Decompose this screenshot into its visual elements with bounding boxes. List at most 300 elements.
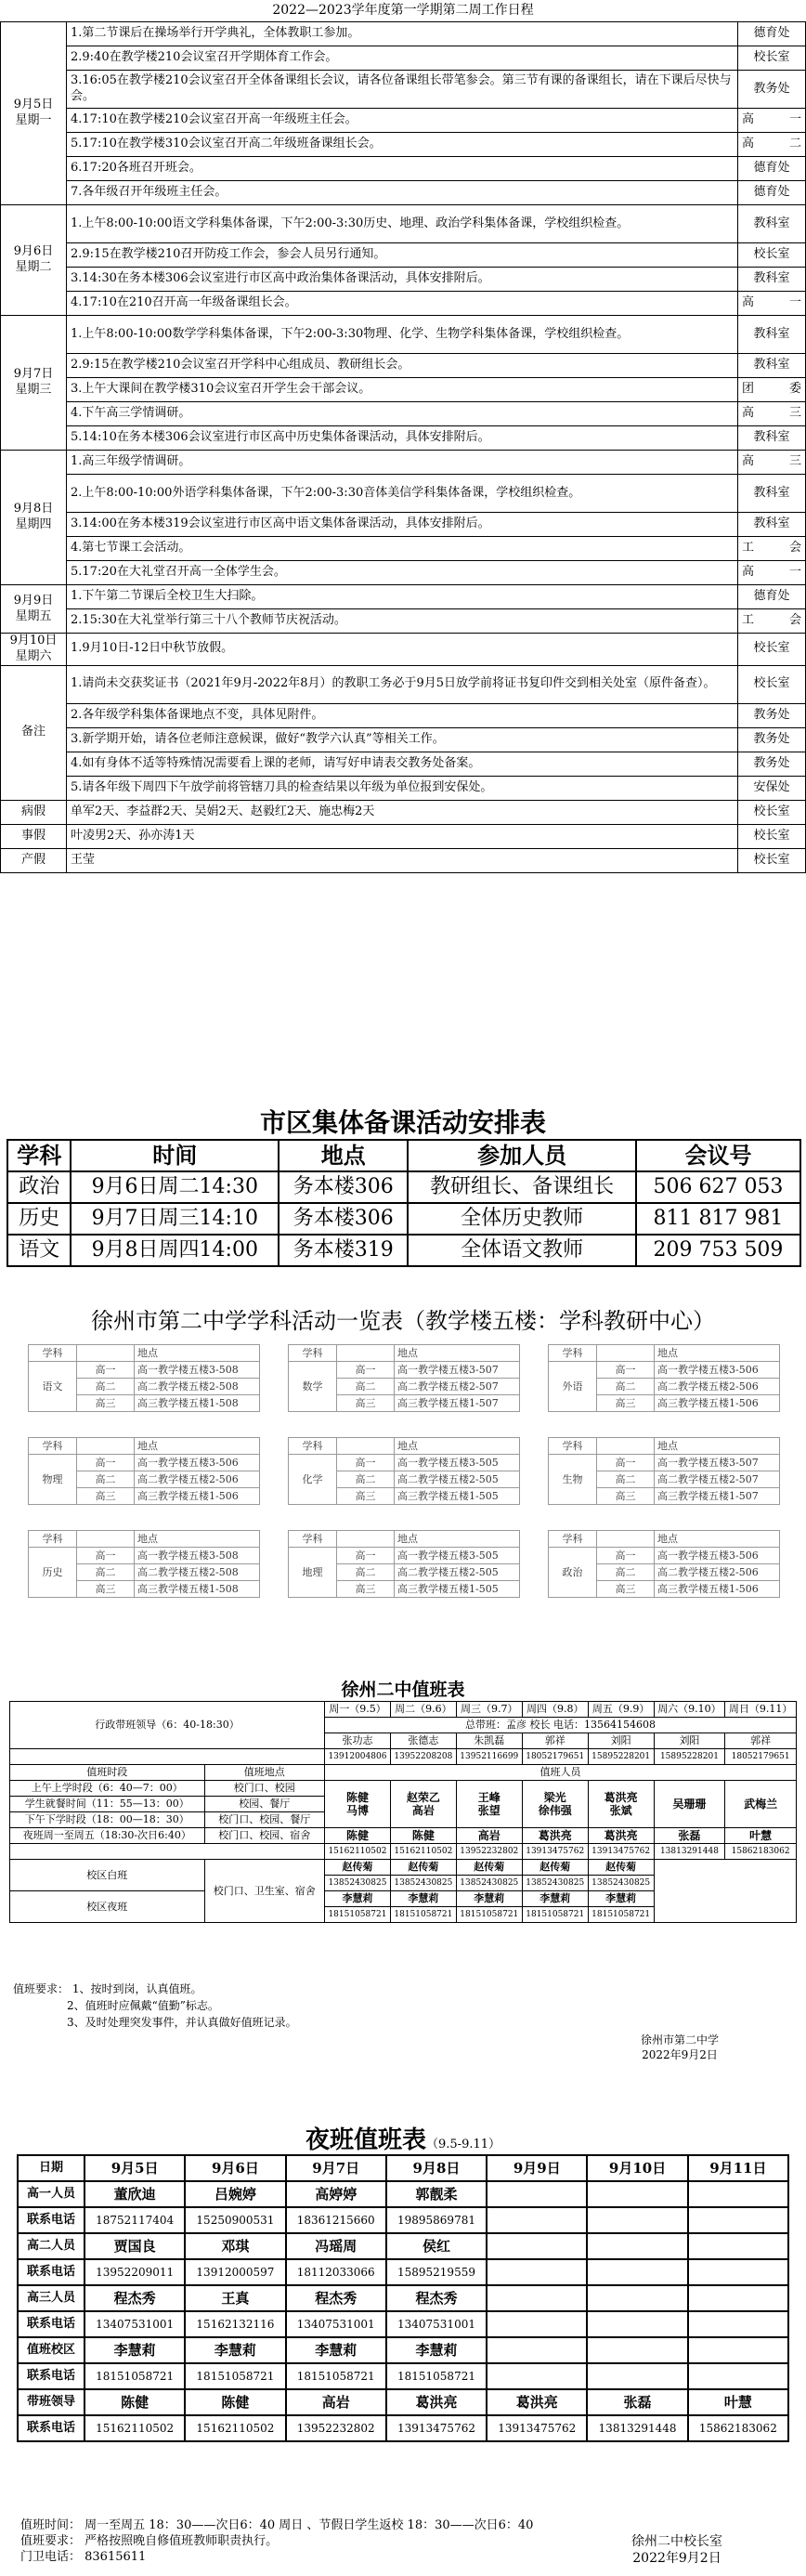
night-title [0,2121,806,2155]
night-row-label: 高三人员 [18,2285,84,2311]
night-name [587,2233,687,2259]
schedule-row [1,848,806,872]
prep-header: 会议号 [636,1140,800,1171]
duty-day: 周六（9.10） [654,1702,725,1718]
activity-table [548,1344,780,1412]
night-name: 李慧莉 [84,2337,185,2363]
duty-night-name: 陈健 [325,1828,391,1844]
schedule-item: 6.17:20各班召开班会。 [67,157,738,181]
activity-grade: 高一 [337,1362,395,1379]
activity-grade: 高三 [337,1395,395,1412]
schedule-dept: 工会 [738,609,806,634]
prep-cell: 209 753 509 [636,1235,800,1266]
schedule-dept: 教务处 [738,752,806,776]
schedule-day: 9月9日 星期五 [1,585,67,634]
duty-sign-date: 2022年9月2日 [642,2048,718,2061]
duty-night-name: 张磊 [654,1828,725,1844]
schedule-row [1,513,806,537]
prep-cell: 811 817 981 [636,1203,800,1235]
night-name: 冯瑶周 [286,2233,386,2259]
activity-grade: 高一 [597,1362,655,1379]
schedule-dept: 团委 [738,378,806,402]
schedule-item: 1.下午第二节课后全校卫生大扫除。 [67,585,738,609]
duty-day: 周五（9.9） [588,1702,654,1718]
night-row [18,2259,788,2285]
activity-grade: 高二 [337,1379,395,1395]
night-phone [688,2259,788,2285]
activity-col-grade [337,1531,395,1548]
duty-sign-school: 徐州市第二中学 [641,2033,720,2046]
schedule-dept: 高二 [738,133,806,157]
duty-staff: 葛洪亮 张斌 [588,1781,654,1828]
prep-cell: 全体语文教师 [408,1235,636,1266]
night-row-label: 联系电话 [18,2363,84,2389]
schedule-dept: 教科室 [738,354,806,378]
schedule-dept: 校长室 [738,665,806,703]
activity-row [289,1548,520,1564]
duty-section [0,1663,806,2109]
duty-table [9,1701,797,1923]
night-name: 李慧莉 [185,2337,285,2363]
activity-grade: 高二 [597,1379,655,1395]
duty-phone: 13952232802 [456,1844,522,1860]
duty-slot-time: 夜班周一至周五（18:30-次日6:40） [10,1828,205,1844]
duty-note: 2、值班时应佩戴“值勤”标志。 [67,1999,219,2012]
night-name: 葛洪亮 [487,2389,587,2415]
night-phone: 15250900531 [185,2207,285,2233]
activity-place: 高二教学楼五楼2-508 [135,1379,260,1395]
schedule-dept: 教务处 [738,703,806,727]
activity-place: 高二教学楼五楼2-507 [655,1471,780,1488]
activity-subject: 历史 [29,1548,77,1598]
schedule-day: 9月5日 星期一 [1,22,67,205]
activity-grade: 高二 [77,1379,135,1395]
schedule-row [1,378,806,402]
activity-col-place: 地点 [135,1438,260,1455]
schedule-item: 3.16:05在教学楼210会议室召开全体备课组长会议，请各位备课组长带笔参会。第三节有课的备课组长，请在下课后尽快与会。 [67,71,738,109]
prep-header: 学科 [7,1140,71,1171]
activity-col-grade [77,1438,135,1455]
duty-leader: 张德志 [390,1733,456,1749]
activity-grade: 高二 [597,1471,655,1488]
activity-place: 高三教学楼五楼1-506 [655,1395,780,1412]
activity-col-place: 地点 [395,1438,520,1455]
schedule-row [1,243,806,268]
night-name: 陈健 [185,2389,285,2415]
duty-phone: 18151058721 [390,1907,456,1923]
schedule-dept: 校长室 [738,634,806,666]
night-row [18,2337,788,2363]
activity-col-subject: 学科 [549,1531,597,1548]
activity-col-subject: 学科 [289,1531,337,1548]
duty-slot-time: 下午下学时段（18：00—18：30） [10,1812,205,1828]
schedule-item: 3.新学期开始，请各位老师注意候课，做好“教学六认真”等相关工作。 [67,727,738,752]
duty-leader: 刘阳 [588,1733,654,1749]
activity-grade: 高二 [77,1471,135,1488]
night-name [487,2337,587,2363]
schedule-dept: 教科室 [738,205,806,243]
schedule-item: 3.14:30在务本楼306会议室进行市区高中政治集体备课活动，具体安排附后。 [67,268,738,292]
night-row [18,2207,788,2233]
night-date: 9月10日 [587,2155,687,2181]
night-phone [587,2311,687,2337]
schedule-dept: 德育处 [738,585,806,609]
schedule-day: 事假 [1,824,67,848]
duty-notes [13,1981,297,2031]
activity-col-grade [337,1345,395,1362]
night-name: 李慧莉 [286,2337,386,2363]
night-phone [587,2259,687,2285]
duty-blank [10,1844,325,1860]
schedule-item: 1.高三年级学情调研。 [67,451,738,475]
schedule-row [1,585,806,609]
schedule-day: 9月8日 星期四 [1,451,67,585]
activity-place: 高三教学楼五楼1-505 [395,1488,520,1505]
schedule-row [1,133,806,157]
activity-row [29,1455,260,1471]
schedule-row [1,71,806,109]
activity-header-row [549,1531,780,1548]
duty-slot-row [10,1828,797,1844]
activity-subject: 化学 [289,1455,337,1505]
activity-col-place: 地点 [395,1531,520,1548]
schedule-item: 5.请各年级下周四下午放学前将管辖刀具的检查结果以年级为单位报到安保处。 [67,776,738,800]
schedule-day: 9月10日 星期六 [1,634,67,666]
night-row [18,2233,788,2259]
duty-phone: 13852430825 [588,1876,654,1891]
prep-row [7,1203,800,1235]
night-row [18,2363,788,2389]
duty-phone: 18151058721 [325,1907,391,1923]
duty-white-name: 赵传菊 [456,1860,522,1876]
schedule-row [1,752,806,776]
activity-header-row [29,1345,260,1362]
activity-row [549,1362,780,1379]
duty-leader: 刘阳 [654,1733,725,1749]
duty-staff: 陈健 马博 [325,1781,391,1828]
duty-white-name: 赵传菊 [390,1860,456,1876]
duty-phone: 13852430825 [325,1876,391,1891]
schedule-dept: 校长室 [738,848,806,872]
activity-row [549,1455,780,1471]
night-phone: 15162110502 [84,2415,185,2441]
activity-col-subject: 学科 [29,1531,77,1548]
night-name [587,2285,687,2311]
activity-place: 高三教学楼五楼1-506 [655,1581,780,1598]
schedule-dept: 高三 [738,451,806,475]
night-name: 贾国良 [84,2233,185,2259]
activity-table [28,1437,260,1505]
duty-leader: 张功志 [325,1733,391,1749]
night-row-label: 高二人员 [18,2233,84,2259]
night-name: 程杰秀 [84,2285,185,2311]
schedule-table [0,21,806,873]
night-name [587,2181,687,2207]
duty-phone: 13952116699 [456,1749,522,1765]
prep-header: 参加人员 [408,1140,636,1171]
night-name [688,2233,788,2259]
activity-col-place: 地点 [135,1531,260,1548]
activity-row [289,1362,520,1379]
night-name [587,2337,687,2363]
schedule-row [1,561,806,585]
prep-cell: 9月8日周四14:00 [71,1235,279,1266]
duty-white-name: 赵传菊 [588,1860,654,1876]
duty-phone: 13852430825 [456,1876,522,1891]
night-name: 张磊 [587,2389,687,2415]
night-phone: 18151058721 [84,2363,185,2389]
activity-grade: 高二 [597,1564,655,1581]
schedule-title: 2022—2023学年度第一学期第二周工作日程 [272,3,534,18]
schedule-row [1,634,806,666]
night-phone: 18151058721 [185,2363,285,2389]
activity-table [548,1437,780,1505]
activity-header-row [289,1531,520,1548]
activity-table [548,1530,780,1598]
activity-place: 高一教学楼五楼3-506 [655,1548,780,1564]
night-row-label: 联系电话 [18,2311,84,2337]
night-phone: 13952209011 [84,2259,185,2285]
prep-cell: 政治 [7,1171,71,1203]
activity-grade: 高一 [77,1548,135,1564]
duty-phone: 13913475762 [588,1844,654,1860]
night-foot-line: 值班要求： 严格按照晚自修值班教师职责执行。 [20,2534,279,2548]
night-title-sub: （9.5-9.11） [426,2138,501,2151]
night-date: 9月5日 [84,2155,185,2181]
schedule-row [1,776,806,800]
duty-note: 值班要求： 1、按时到岗，认真值班。 [13,1982,202,1995]
schedule-dept: 教务处 [738,727,806,752]
schedule-item: 2.9:15在教学楼210会议室召开学科中心组成员、教研组长会。 [67,354,738,378]
duty-phone: 18151058721 [588,1907,654,1923]
night-row-label: 联系电话 [18,2207,84,2233]
schedule-item: 1.第二节课后在操场举行开学典礼，全体教职工参加。 [67,22,738,46]
activity-subject: 语文 [29,1362,77,1412]
schedule-item: 2.9:40在教学楼210会议室召开学期体育工作会。 [67,46,738,71]
duty-night2-name: 李慧莉 [390,1891,456,1907]
night-phone: 13912000597 [185,2259,285,2285]
schedule-day: 9月7日 星期三 [1,316,67,451]
schedule-dept: 德育处 [738,157,806,181]
duty-slot-time: 上午上学时段（6：40—7：00） [10,1781,205,1797]
activity-col-subject: 学科 [549,1438,597,1455]
activity-col-place: 地点 [655,1531,780,1548]
activity-place: 高一教学楼五楼3-508 [135,1548,260,1564]
activity-header-row [29,1438,260,1455]
activity-grade: 高三 [597,1488,655,1505]
schedule-dept: 工会 [738,537,806,561]
prep-cell: 9月7日周三14:10 [71,1203,279,1235]
activity-row [549,1548,780,1564]
activity-col-grade [337,1438,395,1455]
duty-night-name: 叶慧 [725,1828,797,1844]
schedule-row [1,537,806,561]
schedule-item: 1.请尚未交获奖证书（2021年9月-2022年8月）的教职工务必于9月5日放学前将证书复印件交到相关处室（原件备查）。 [67,665,738,703]
duty-signature [641,2033,719,2062]
prep-cell: 全体历史教师 [408,1203,636,1235]
activity-subject: 生物 [549,1455,597,1505]
night-row [18,2389,788,2415]
night-phone: 18151058721 [386,2363,487,2389]
activity-col-grade [597,1345,655,1362]
prep-title: 市区集体备课活动安排表 [259,1107,546,1138]
prep-cell: 务本楼306 [279,1171,408,1203]
schedule-row [1,157,806,181]
duty-leader: 郭祥 [725,1733,797,1749]
night-name: 叶慧 [688,2389,788,2415]
night-phone [688,2207,788,2233]
activity-place: 高二教学楼五楼2-505 [395,1564,520,1581]
activity-col-grade [597,1438,655,1455]
night-name: 程杰秀 [286,2285,386,2311]
duty-staff: 武梅兰 [725,1781,797,1828]
schedule-item: 单军2天、李益群2天、吴娟2天、赵毅红2天、施忠梅2天 [67,800,738,824]
schedule-row [1,292,806,316]
prep-cell: 9月6日周二14:30 [71,1171,279,1203]
schedule-item: 1.上午8:00-10:00数学学科集体备课，下午2:00-3:30物理、化学、生物学科集体备课，学校组织检查。 [67,316,738,354]
night-phone: 13407531001 [386,2311,487,2337]
duty-white-name: 赵传菊 [325,1860,391,1876]
duty-phone: 13952208208 [390,1749,456,1765]
night-row-label: 高一人员 [18,2181,84,2207]
activity-place: 高二教学楼五楼2-508 [135,1564,260,1581]
night-name [688,2337,788,2363]
duty-white-label: 校区白班 [10,1860,205,1891]
activity-table [288,1344,520,1412]
duty-blank [654,1860,796,1923]
duty-leader: 朱凯磊 [456,1733,522,1749]
activity-grade: 高二 [337,1471,395,1488]
night-table [17,2154,789,2442]
night-sign-date: 2022年9月2日 [632,2551,722,2566]
activity-grade: 高三 [597,1395,655,1412]
duty-phone: 18052179651 [725,1749,797,1765]
duty-day: 周四（9.8） [522,1702,588,1718]
night-foot-line: 门卫电话： 83615611 [20,2550,147,2564]
night-row-label: 值班校区 [18,2337,84,2363]
schedule-dept: 教务处 [738,71,806,109]
night-phone [487,2311,587,2337]
night-phone: 15162132116 [185,2311,285,2337]
schedule-row [1,475,806,513]
duty-phone: 13913475762 [522,1844,588,1860]
duty-phone: 15895228201 [654,1749,725,1765]
activity-subject: 政治 [549,1548,597,1598]
duty-phone: 13852430825 [522,1876,588,1891]
schedule-item: 4.第七节课工会活动。 [67,537,738,561]
duty-night-phone-row [10,1844,797,1860]
activity-grade: 高二 [77,1564,135,1581]
activity-grade: 高三 [337,1581,395,1598]
activity-col-grade [77,1531,135,1548]
night-name [688,2285,788,2311]
prep-header: 时间 [71,1140,279,1171]
night-phone: 15895219559 [386,2259,487,2285]
schedule-item: 2.各年级学科集体备课地点不变，具体见附件。 [67,703,738,727]
prep-row [7,1171,800,1203]
duty-phone: 13912004806 [325,1749,391,1765]
activity-grade: 高三 [77,1488,135,1505]
schedule-dept: 教科室 [738,316,806,354]
duty-staff: 梁光 徐伟强 [522,1781,588,1828]
duty-night-name: 高岩 [456,1828,522,1844]
activity-place: 高二教学楼五楼2-505 [395,1471,520,1488]
activity-grade: 高三 [597,1581,655,1598]
activity-place: 高一教学楼五楼3-505 [395,1548,520,1564]
duty-slot-place: 校门口、校园、宿舍 [204,1828,324,1844]
activity-place: 高一教学楼五楼3-508 [135,1362,260,1379]
activity-header-row [29,1531,260,1548]
schedule-dept: 高三 [738,402,806,426]
duty-night-label: 校区夜班 [10,1891,205,1923]
duty-day: 周日（9.11） [725,1702,797,1718]
duty-day: 周一（9.5） [325,1702,391,1718]
night-phone [487,2207,587,2233]
activity-header-row [289,1345,520,1362]
schedule-item: 4.如有身体不适等特殊情况需要看上课的老师，请写好申请表交教务处备案。 [67,752,738,776]
schedule-row [1,703,806,727]
activity-col-subject: 学科 [29,1438,77,1455]
night-row-label: 联系电话 [18,2415,84,2441]
activity-col-subject: 学科 [289,1345,337,1362]
schedule-dept: 教科室 [738,268,806,292]
night-signature [631,2533,722,2567]
night-phone: 13913475762 [487,2415,587,2441]
prep-cell: 历史 [7,1203,71,1235]
prep-cell: 教研组长、备课组长 [408,1171,636,1203]
night-row [18,2285,788,2311]
schedule-item: 2.9:15在教学楼210召开防疫工作会，参会人员另行通知。 [67,243,738,268]
activity-place: 高二教学楼五楼2-506 [655,1564,780,1581]
night-name [688,2181,788,2207]
activity-col-place: 地点 [395,1345,520,1362]
night-phone: 19895869781 [386,2207,487,2233]
duty-blank [10,1749,325,1765]
schedule-dept: 教科室 [738,513,806,537]
duty-night2-name: 李慧莉 [325,1891,391,1907]
schedule-dept: 校长室 [738,824,806,848]
duty-slot-time: 学生就餐时间（11：55—13：00） [10,1797,205,1812]
activity-place: 高一教学楼五楼3-506 [655,1362,780,1379]
schedule-item: 2.15:30在大礼堂举行第三十八个教师节庆祝活动。 [67,609,738,634]
schedule-day: 9月6日 星期二 [1,205,67,316]
night-phone: 13813291448 [587,2415,687,2441]
duty-white-row [10,1860,797,1876]
duty-slot-row [10,1781,797,1797]
night-name: 董欣迪 [84,2181,185,2207]
schedule-dept: 高一 [738,561,806,585]
duty-place-label: 值班地点 [204,1765,324,1781]
night-phone: 13407531001 [84,2311,185,2337]
duty-phone: 18052179651 [522,1749,588,1765]
schedule-item: 1.9月10日-12日中秋节放假。 [67,634,738,666]
activity-col-place: 地点 [655,1345,780,1362]
night-row-label: 联系电话 [18,2259,84,2285]
night-phone [688,2363,788,2389]
night-name: 王真 [185,2285,285,2311]
night-name: 程杰秀 [386,2285,487,2311]
schedule-row [1,205,806,243]
schedule-day: 产假 [1,848,67,872]
duty-night-name: 葛洪亮 [588,1828,654,1844]
duty-day: 周二（9.6） [390,1702,456,1718]
schedule-row [1,727,806,752]
activity-col-subject: 学科 [29,1345,77,1362]
schedule-item: 5.14:10在务本楼306会议室进行市区高中历史集体备课活动，具体安排附后。 [67,426,738,451]
schedule-row [1,316,806,354]
duty-phone: 15162110502 [325,1844,391,1860]
schedule-item: 4.17:10在210召开高一年级备课组长会。 [67,292,738,316]
